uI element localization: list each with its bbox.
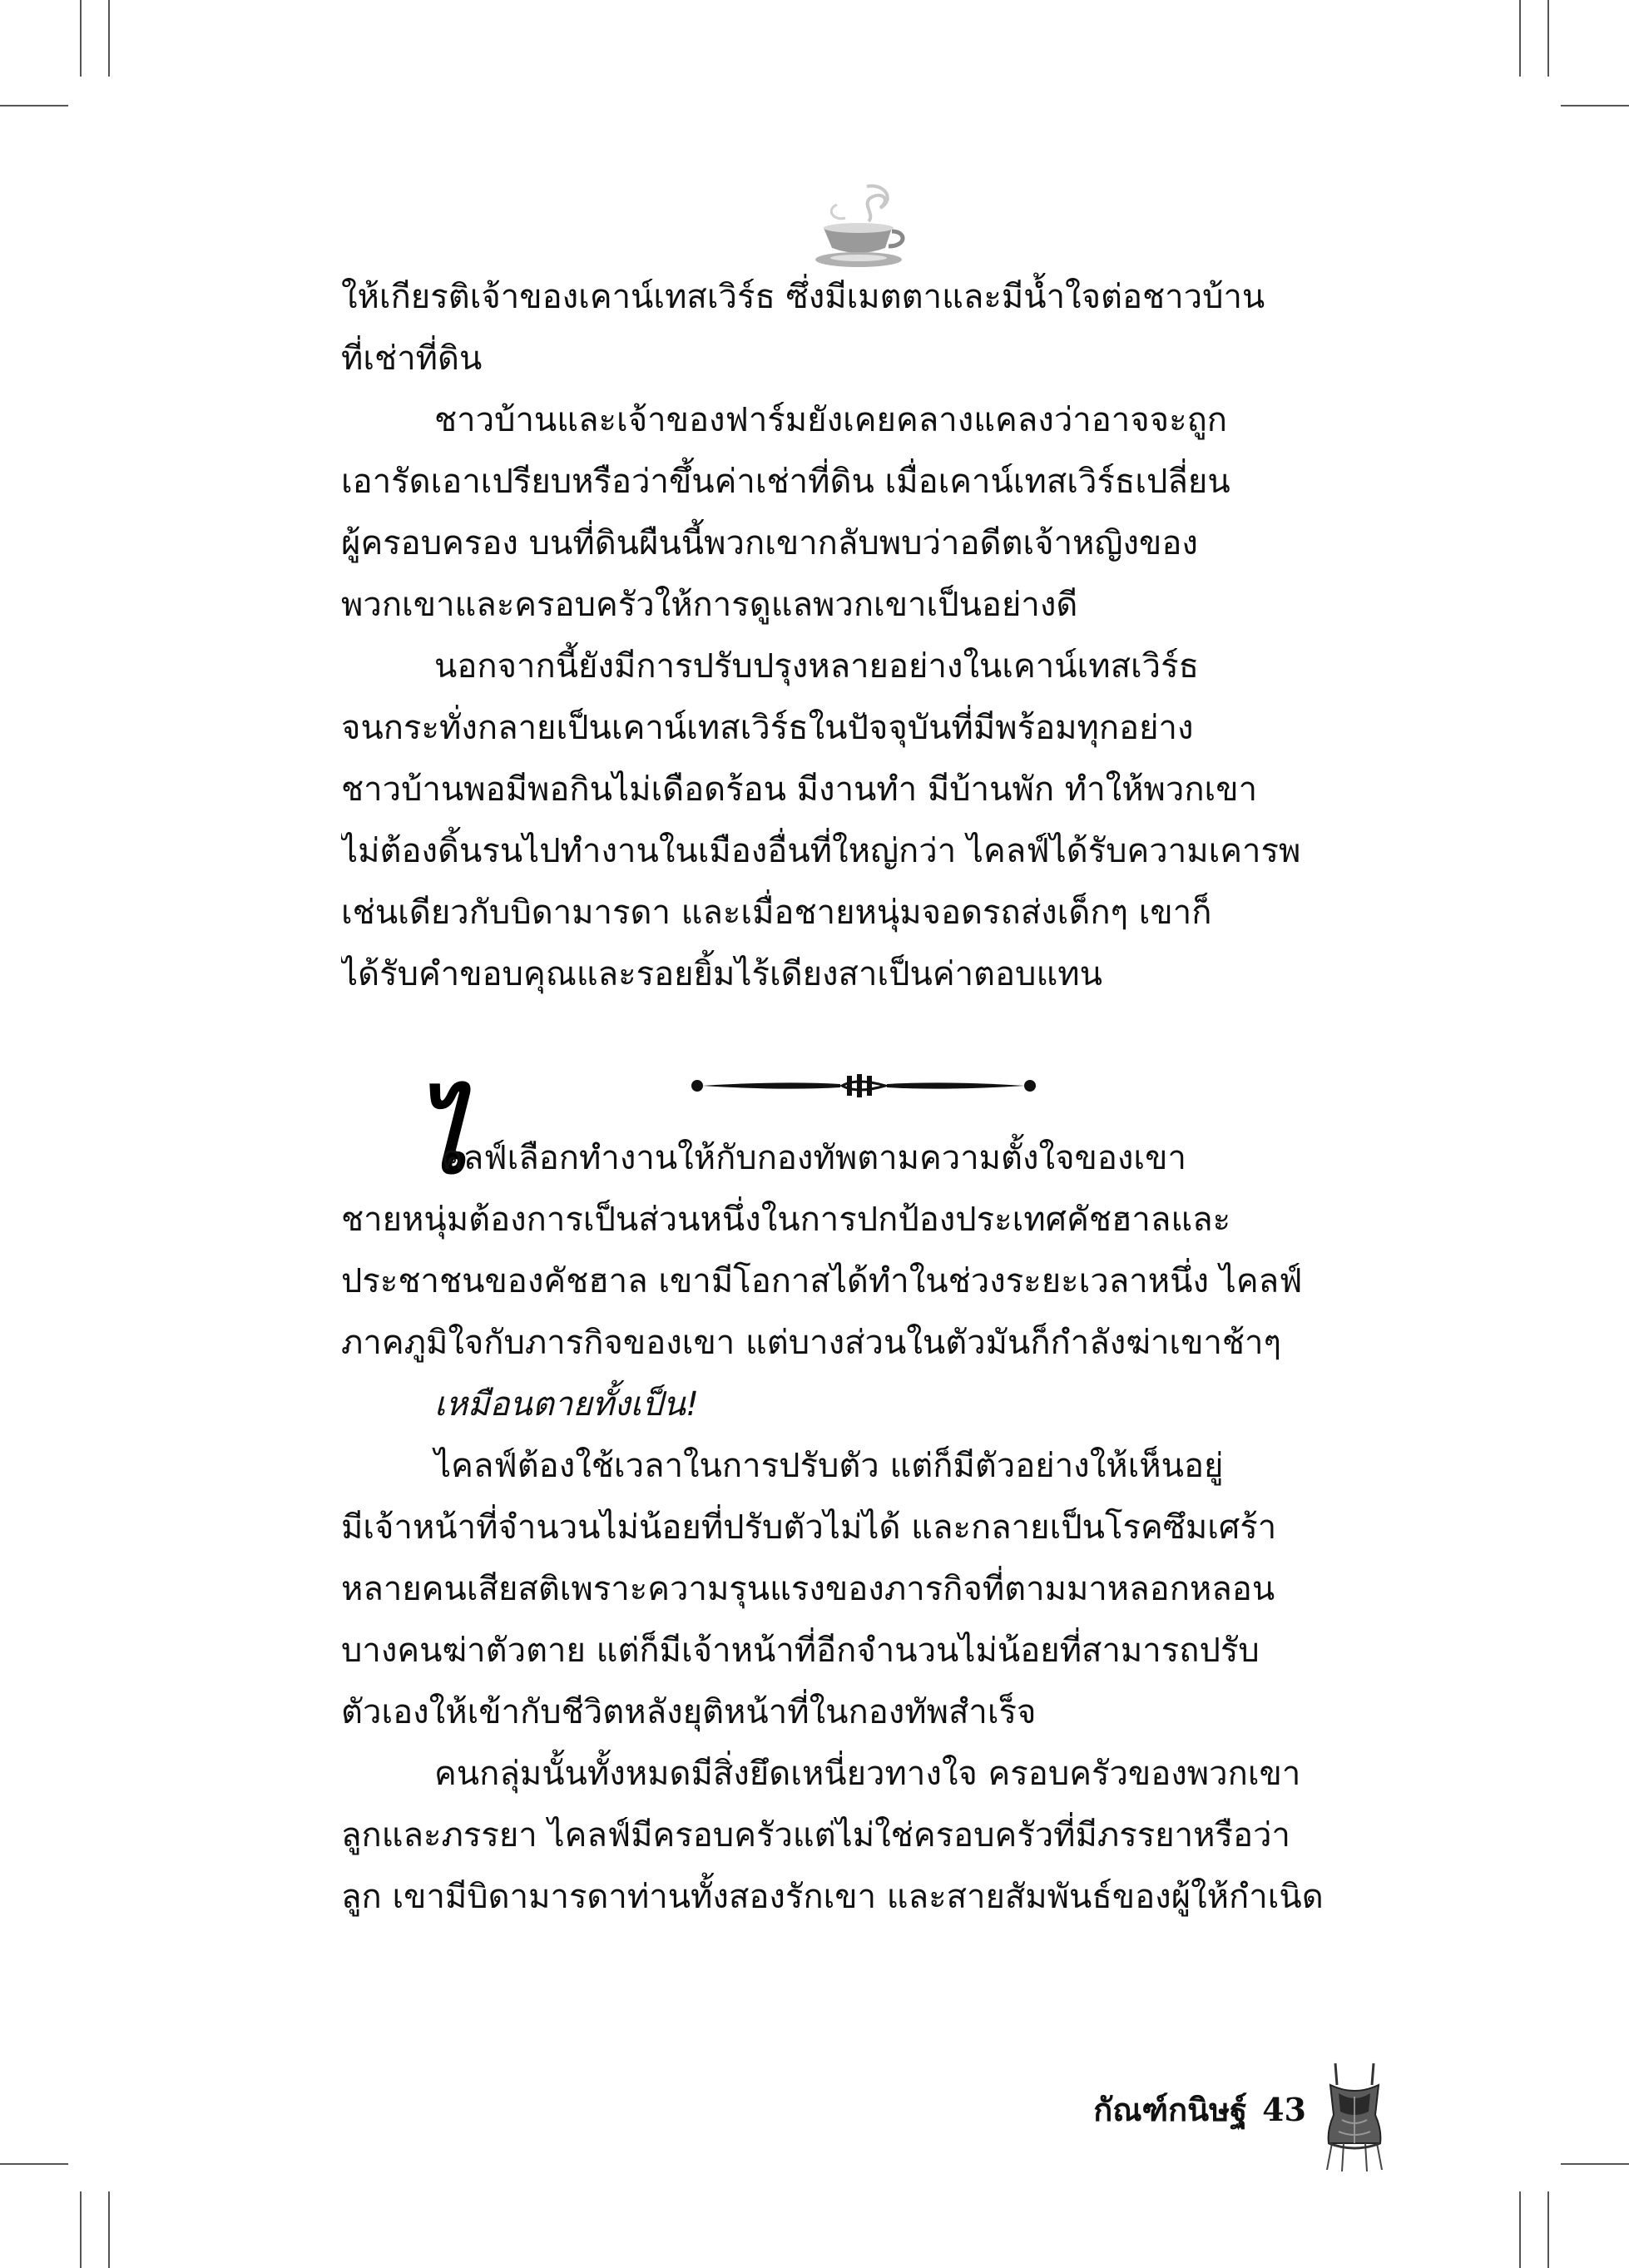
crop-mark: [1547, 0, 1549, 77]
page-footer: [1057, 2084, 1306, 2134]
text-line: หลายคนเสียสติเพราะความรุนแรงของภารกิจที่ตามมาหลอกหลอน: [341, 1570, 1275, 1608]
text-line: เอารัดเอาเปรียบหรือว่าขึ้นค่าเช่าที่ดิน เมื่อเคาน์เทสเวิร์ธเปลี่ยน: [341, 463, 1230, 501]
text-block-bottom: [341, 1127, 1381, 1928]
crop-mark: [1561, 2163, 1629, 2165]
crop-mark: [80, 0, 82, 77]
text-line: ให้เกียรติเจ้าของเคาน์เทสเวิร์ธ ซึ่งมีเมตตาและมีน้ำใจต่อชาวบ้าน: [341, 278, 1265, 316]
crop-mark: [1547, 2191, 1549, 2268]
text-line: ประชาชนของคัชฮาล เขามีโอกาสได้ทำในช่วงระยะเวลาหนึ่ง ไคลฟ์: [341, 1262, 1303, 1300]
text-line: คนกลุ่มนั้นทั้งหมดมีสิ่งยึดเหนี่ยวทางใจ ครอบครัวของพวกเขา: [434, 1755, 1301, 1793]
drop-cap: ไ: [416, 1079, 467, 1196]
text-line: ชาวบ้านพอมีพอกินไม่เดือดร้อน มีงานทำ มีบ้านพัก ทำให้พวกเขา: [341, 770, 1258, 809]
ornamental-divider: [691, 1071, 1037, 1101]
text-line: มีเจ้าหน้าที่จำนวนไม่น้อยที่ปรับตัวไม่ได้ และกลายเป็นโรคซึมเศร้า: [341, 1508, 1277, 1547]
text-block-top: [341, 266, 1381, 1005]
text-line: ไม่ต้องดิ้นรนไปทำงานในเมืองอื่นที่ใหญ่กว่า ไคลฟ์ได้รับความเคารพ: [341, 832, 1301, 870]
book-title: กัณฑ์กนิษฐ์: [1093, 2090, 1248, 2128]
text-line: ได้รับคำขอบคุณและรอยยิ้มไร้เดียงสาเป็นค่าตอบแทน: [341, 955, 1102, 993]
text-line: ที่เช่าที่ดิน: [341, 339, 483, 378]
text-line: ลูกและภรรยา ไคลฟ์มีครอบครัวแต่ไม่ใช่ครอบครัวที่มีภรรยาหรือว่า: [341, 1816, 1290, 1855]
text-line: จนกระทั่งกลายเป็นเคาน์เทสเวิร์ธในปัจจุบันที่มีพร้อมทุกอย่าง: [341, 709, 1194, 747]
crop-mark: [0, 105, 68, 106]
crop-mark: [1519, 2191, 1521, 2268]
text-line: ภาคภูมิใจกับภารกิจของเขา แต่บางส่วนในตัวมันก็กำลังฆ่าเขาช้าๆ: [341, 1324, 1281, 1362]
text-line: ชายหนุ่มต้องการเป็นส่วนหนึ่งในการปกป้องประเทศคัชฮาลและ: [341, 1201, 1231, 1239]
text-line: ชาวบ้านและเจ้าของฟาร์มยังเคยคลางแคลงว่าอาจจะถูก: [434, 401, 1228, 439]
teacup-icon: [809, 181, 909, 271]
page-number: 43: [1262, 2090, 1306, 2128]
crop-mark: [108, 2191, 110, 2268]
crop-mark: [1519, 0, 1521, 77]
crop-mark: [1561, 105, 1629, 106]
text-line: บางคนฆ่าตัวตาย แต่ก็มีเจ้าหน้าที่อีกจำนวนไม่น้อยที่สามารถปรับ: [341, 1632, 1260, 1670]
text-line: เหมือนตายทั้งเป็น!: [434, 1385, 699, 1424]
text-line: ตัวเองให้เข้ากับชีวิตหลังยุติหน้าที่ในกองทัพสำเร็จ: [341, 1693, 1037, 1731]
crop-mark: [80, 2191, 82, 2268]
text-line: พวกเขาและครอบครัวให้การดูแลพวกเขาเป็นอย่างดี: [341, 586, 1078, 624]
text-line: คลฟ์เลือกทำงานให้กับกองทัพตามความตั้งใจของเขา: [441, 1139, 1186, 1177]
text-line: ผู้ครอบครอง บนที่ดินผืนนี้พวกเขากลับพบว่าอดีตเจ้าหญิงของ: [341, 524, 1198, 562]
text-line: นอกจากนี้ยังมีการปรับปรุงหลายอย่างในเคาน์เทสเวิร์ธ: [434, 647, 1200, 686]
corset-icon: [1319, 2060, 1390, 2175]
crop-mark: [108, 0, 110, 77]
crop-mark: [0, 2163, 68, 2165]
text-line: เช่นเดียวกับบิดามารดา และเมื่อชายหนุ่มจอดรถส่งเด็กๆ เขาก็: [341, 894, 1212, 932]
text-line: ลูก เขามีบิดามารดาท่านทั้งสองรักเขา และสายสัมพันธ์ของผู้ให้กำเนิด: [341, 1878, 1324, 1916]
text-line: ไคลฟ์ต้องใช้เวลาในการปรับตัว แต่ก็มีตัวอย่างให้เห็นอยู่: [434, 1447, 1224, 1485]
